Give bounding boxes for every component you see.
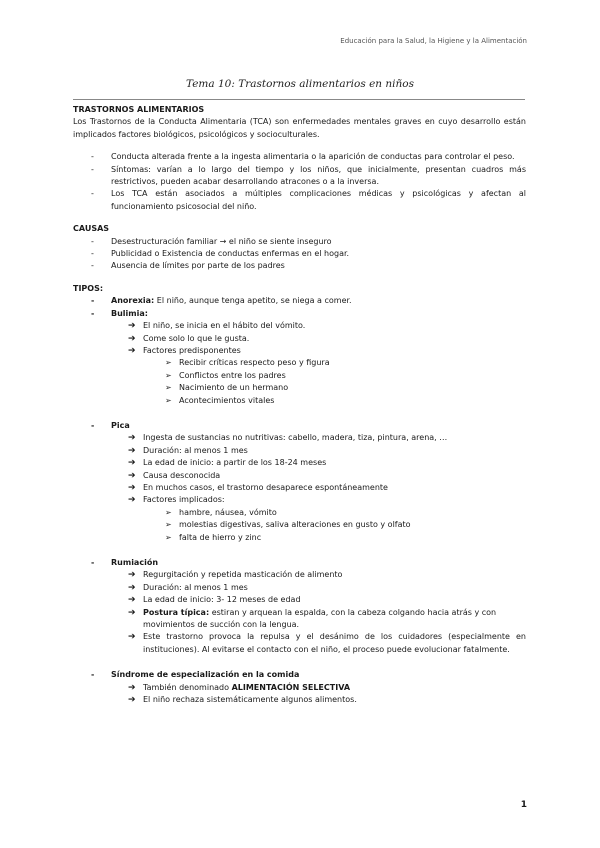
type-bulimia: - Bulimia: [91, 308, 148, 318]
list-item: ➢ hambre, náusea, vómito [165, 507, 277, 517]
intro-paragraph: Los Trastornos de la Conducta Alimentaria (TCA) son enfermedades mentales graves en cuyo desarrollo están implicados factores biológicos, psicológicos y socioculturales. [73, 117, 526, 139]
list-item: ➔ Regurgitación y repetida masticación de alimento [128, 570, 343, 581]
list-item: ➔ Ingesta de sustancias no nutritivas: cabello, madera, tiza, pintura, arena, … [128, 433, 448, 444]
list-item: ➔ El niño, se inicia en el hábito del vómito. [128, 321, 306, 332]
type-pica: - Pica [91, 420, 130, 430]
section-heading-tipos: TIPOS: [73, 283, 104, 293]
list-item: ➔ Postura típica: estiran y arquean la espalda, con la cabeza colgando hacia atrás y con movimientos de succión con la lengua. [128, 607, 497, 630]
list-item: - Desestructuración familiar → el niño se siente inseguro [91, 236, 332, 246]
list-item: ➔ Duración: al menos 1 mes [128, 445, 248, 456]
type-anorexia: - Anorexia: El niño, aunque tenga apetito, se niega a comer. [91, 296, 352, 306]
document-body [73, 104, 526, 706]
list-item: ➔ Este trastorno provoca la repulsa y el desánimo de los cuidadores (especialmente en instituciones). Al evitarse el contacto con el niño, el proceso puede evolucionar fatalmente. [128, 632, 526, 654]
list-item: ➢ Acontecimientos vitales [165, 395, 275, 405]
list-item: ➢ falta de hierro y zinc [165, 532, 262, 542]
list-item: ➔ En muchos casos, el trastorno desaparece espontáneamente [128, 482, 388, 493]
list-item: ➔ Factores predisponentes [128, 345, 241, 356]
running-header: Educación para la Salud, la Higiene y la Alimentación [340, 37, 527, 45]
list-item: - Ausencia de límites por parte de los padres [91, 261, 285, 271]
list-item: ➔ Factores implicados: [128, 495, 225, 506]
list-item: ➢ Recibir críticas respecto peso y figura [165, 358, 330, 368]
title-divider [73, 99, 525, 100]
section-heading-trastornos: TRASTORNOS ALIMENTARIOS [73, 105, 205, 114]
list-item: - Conducta alterada frente a la ingesta alimentaria o la aparición de conductas para controlar el peso. [91, 152, 515, 162]
page-number: 1 [520, 800, 527, 810]
list-item: ➢ molestias digestivas, saliva alteraciones en gusto y olfato [165, 520, 411, 530]
type-sindrome: - Síndrome de especialización en la comida [91, 670, 300, 680]
list-item: - Los TCA están asociados a múltiples complicaciones médicas y psicológicas y afectan al funcionamiento psicosocial del niño. [91, 189, 526, 211]
list-item: ➔ Duración: al menos 1 mes [128, 582, 248, 593]
list-item: - Publicidad o Existencia de conductas enfermas en el hogar. [91, 249, 350, 259]
list-item: ➔ Come solo lo que le gusta. [128, 333, 250, 344]
list-item: ➔ La edad de inicio: 3- 12 meses de edad [128, 595, 301, 606]
list-item: ➔ Causa desconocida [128, 470, 221, 481]
page-title: Tema 10: Trastornos alimentarios en niños [186, 78, 414, 90]
type-rumiacion: - Rumiación [91, 558, 159, 567]
list-item: ➢ Conflictos entre los padres [165, 370, 286, 380]
section-heading-causas: CAUSAS [73, 224, 110, 234]
list-item: ➔ También denominado ALIMENTACIÓN SELECTIVA [128, 682, 351, 693]
list-item: ➢ Nacimiento de un hermano [165, 383, 289, 393]
list-item: - Síntomas: varían a lo largo del tiempo y los niños, que inicialmente, presentan cuadros más restrictivos, pueden acabar desarrollando atracones o a la inversa. [91, 164, 526, 187]
list-item: ➔ El niño rechaza sistemáticamente algunos alimentos. [128, 695, 357, 706]
list-item: ➔ La edad de inicio: a partir de los 18-24 meses [128, 458, 327, 469]
